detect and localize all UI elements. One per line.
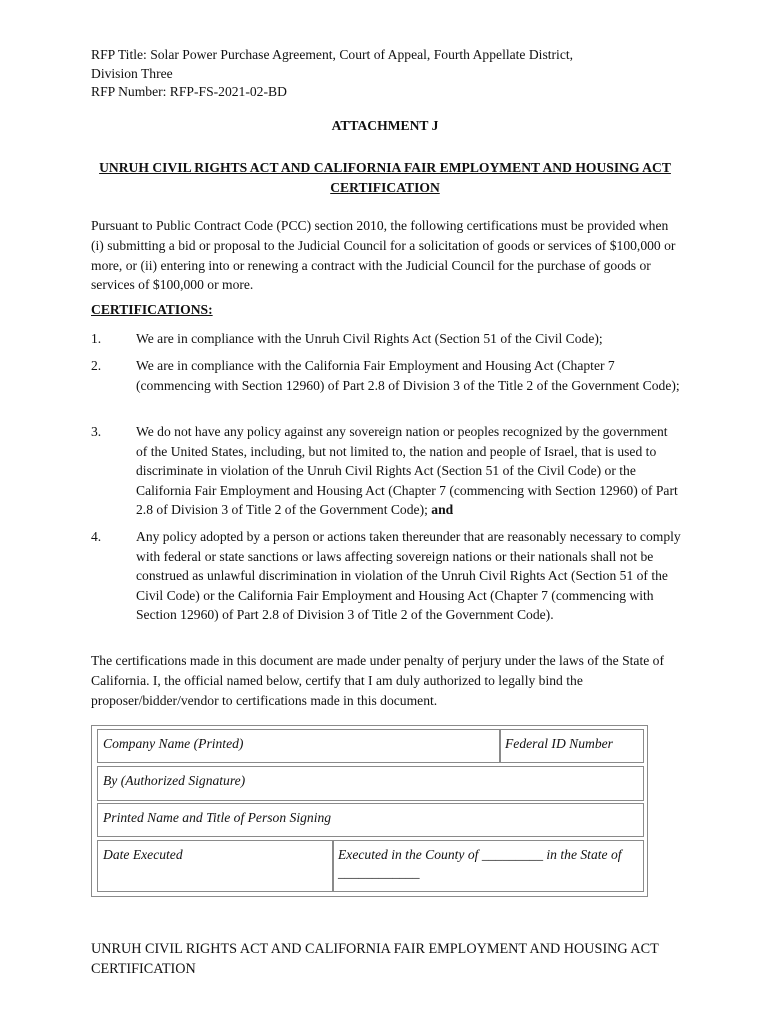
page-footer: UNRUH CIVIL RIGHTS ACT AND CALIFORNIA FAIR EMPLOYMENT AND HOUSING ACT CERTIFICATION bbox=[91, 941, 659, 977]
rfp-title-line: RFP Title: Solar Power Purchase Agreement, Court of Appeal, Fourth Appellate District, bbox=[91, 47, 574, 62]
rfp-header bbox=[91, 46, 691, 102]
certification-number: 2. bbox=[91, 358, 102, 373]
federal-id-field[interactable] bbox=[499, 729, 644, 763]
intro-paragraph: Pursuant to Public Contract Code (PCC) section 2010, the following certifications must be provided when (i) submitting a bid or proposal to the Judicial Council for a solicitation of goods or services of $100,000 or more, or (ii) entering into or renewing a contract with the Judicial Council for the purchase of goods or services of $100,000 or more. bbox=[91, 218, 676, 293]
printed-name-field[interactable] bbox=[97, 803, 644, 837]
county-state-label: Executed in the County of _________ in the State of ____________ bbox=[338, 847, 622, 880]
rfp-title-line-2: Division Three bbox=[91, 65, 173, 81]
date-executed-field[interactable] bbox=[97, 840, 334, 892]
federal-id-label: Federal ID Number bbox=[505, 736, 613, 751]
certification-item bbox=[91, 527, 681, 625]
certification-text: We are in compliance with the California Fair Employment and Housing Act (Chapter 7 (commencing with Section 12960) of Part 2.8 of Division 3 of the Title 2 of the Government Code); bbox=[136, 358, 680, 393]
certification-text: We are in compliance with the Unruh Civil Rights Act (Section 51 of the Civil Code); bbox=[136, 331, 603, 346]
attachment-title: ATTACHMENT J bbox=[331, 118, 439, 133]
signature-form bbox=[91, 725, 648, 897]
signature-label: By (Authorized Signature) bbox=[103, 773, 246, 788]
certification-item bbox=[91, 329, 681, 349]
company-name-field[interactable] bbox=[97, 729, 501, 763]
certification-text: Any policy adopted by a person or actions taken thereunder that are reasonably necessary to comply with federal or state sanctions or laws affecting sovereign nations or their nationals shall not be construed as unlawful discrimination in violation of the Unruh Civil Rights Act (Section 51 of the Civil Code) or the California Fair Employment and Housing Act (Chapter 7 (commencing with Section 12960) of Part 2.8 of Division 3 of Title 2 of the Government Code). bbox=[136, 529, 681, 623]
certification-item bbox=[91, 356, 681, 395]
county-state-field[interactable] bbox=[332, 840, 644, 892]
printed-name-label: Printed Name and Title of Person Signing bbox=[103, 810, 332, 825]
date-executed-label: Date Executed bbox=[103, 847, 183, 862]
certification-text bbox=[136, 422, 681, 520]
certification-conjunction: and bbox=[431, 502, 454, 518]
certification-number: 1. bbox=[91, 331, 102, 346]
certification-number: 3. bbox=[91, 424, 102, 439]
closing-paragraph: The certifications made in this document are made under penalty of perjury under the laws of the State of California. I, the official named below, certify that I am duly authorized to legally bind the proposer/bidder/vendor to certifications made in this document. bbox=[91, 653, 665, 708]
certifications-heading: CERTIFICATIONS: bbox=[91, 302, 213, 317]
certification-item bbox=[91, 422, 681, 520]
page-title: UNRUH CIVIL RIGHTS ACT AND CALIFORNIA FAIR EMPLOYMENT AND HOUSING ACT CERTIFICATION bbox=[99, 160, 671, 195]
certification-number: 4. bbox=[91, 529, 102, 544]
rfp-number: RFP Number: RFP-FS-2021-02-BD bbox=[91, 84, 287, 99]
certification-text-body: We do not have any policy against any sovereign nation or peoples recognized by the government of the United States, including, but not limited to, the nation and people of Israel, that is used to discriminate in violation of the Unruh Civil Rights Act (Section 51 of the Civil Code) or the California Fair Employment and Housing Act (Chapter 7 (commencing with Section 12960) of Part 2.8 of Division 3 of Title 2 of the Government Code); bbox=[136, 424, 678, 518]
company-name-label: Company Name (Printed) bbox=[103, 736, 244, 751]
signature-field[interactable] bbox=[97, 766, 644, 801]
